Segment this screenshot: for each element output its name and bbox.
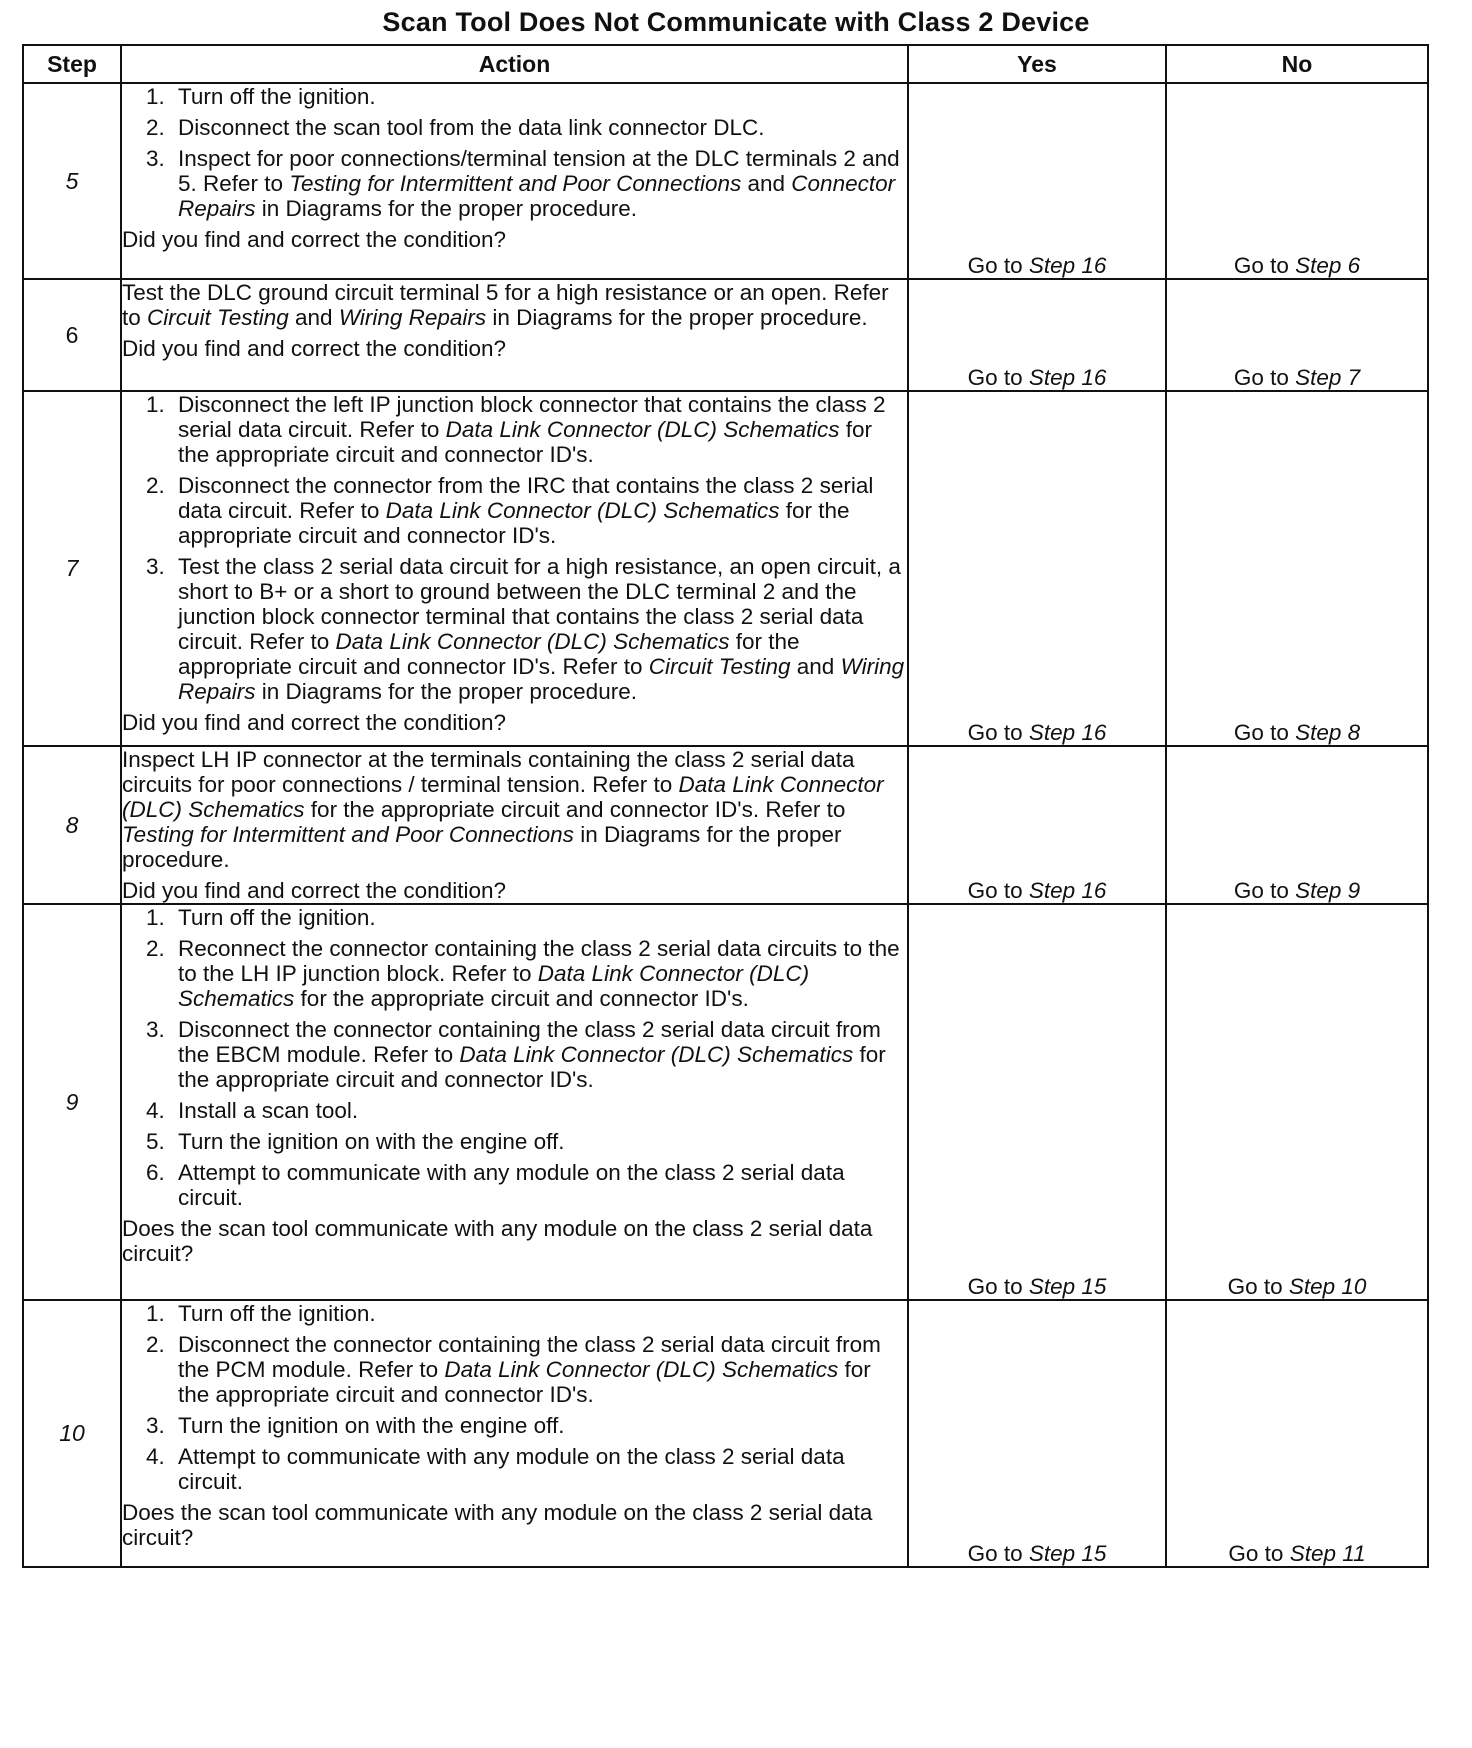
item-number: 4. [146,1444,165,1469]
goto-step-link: Step 6 [1295,253,1361,278]
goto-prefix: Go to [1233,878,1296,903]
item-text [178,905,907,930]
instruction-text: Attempt to communicate with any module on the class 2 serial data circuit. [178,1444,845,1494]
action-list [146,84,907,221]
item-number: 2. [146,115,165,140]
action-list [146,905,907,1210]
instruction-text: Reconnect the connector containing the class 2 serial data circuits to the to the LH IP junction block. Refer to [178,936,900,986]
action-item [146,1017,907,1092]
instruction-text: Turn off the ignition. [178,905,376,930]
goto-prefix: Go to [1227,1274,1289,1299]
no-result [1166,746,1428,904]
instruction-text: Inspect for poor connections/terminal tension at the DLC terminals 2 and 5. Refer to [178,146,900,196]
goto-prefix: Go to [1233,253,1296,278]
action-item [146,1129,907,1154]
goto-step-link: Step 11 [1289,1541,1366,1566]
instruction-text: for the appropriate circuit and connector ID's. [178,1042,886,1092]
instruction-text: for the appropriate circuit and connector ID's. Refer to [178,629,800,679]
instruction-text: Test the DLC ground circuit terminal 5 for a high resistance or an open. Refer to [122,280,889,330]
goto-step-link: Step 7 [1295,365,1361,390]
header-no: No [1166,45,1428,83]
action-cell [121,279,908,391]
item-text [178,1017,907,1092]
reference-text: Circuit Testing [147,305,289,330]
item-text [178,115,907,140]
goto-step-link: Step 16 [1028,365,1107,390]
action-cell [121,83,908,279]
instruction-text: Turn the ignition on with the engine off. [178,1413,565,1438]
reference-text: Wiring Repairs [178,654,905,704]
instruction-text: Install a scan tool. [178,1098,359,1123]
instruction-text: in Diagrams for the proper procedure. [255,679,637,704]
action-item [146,473,907,548]
reference-text: Data Link Connector (DLC) Schematics [459,1042,854,1067]
question-text: Did you find and correct the condition? [122,878,506,903]
reference-text: Data Link Connector (DLC) Schematics [178,961,810,1011]
table-row [23,391,1428,746]
item-text [178,1332,907,1407]
item-number: 5. [146,1129,165,1154]
item-text [178,554,907,704]
reference-text: Data Link Connector (DLC) Schematics [122,772,884,822]
item-number: 3. [146,1017,165,1042]
goto-prefix: Go to [967,365,1029,390]
action-list [146,392,907,704]
instruction-text: Turn the ignition on with the engine off. [178,1129,565,1154]
yes-result [908,391,1166,746]
table-row [23,904,1428,1300]
step-number: 9 [23,904,121,1300]
reference-text: Data Link Connector (DLC) Schematics [444,1357,839,1382]
diagnostic-table [22,44,1429,1568]
table-row [23,83,1428,279]
action-item [146,1444,907,1494]
action-item [146,936,907,1011]
item-number: 3. [146,1413,165,1438]
item-number: 6. [146,1160,165,1185]
instruction-text: in Diagrams for the proper procedure. [486,305,868,330]
item-text [178,1444,907,1494]
reference-text: Data Link Connector (DLC) Schematics [445,417,840,442]
header-yes: Yes [908,45,1166,83]
instruction-text: Disconnect the connector from the IRC that contains the class 2 serial data circuit. Refer to [178,473,874,523]
action-item [146,1098,907,1123]
action-item [146,1160,907,1210]
action-paragraph [122,747,907,872]
goto-prefix: Go to [967,253,1029,278]
no-result [1166,904,1428,1300]
question-text: Did you find and correct the condition? [122,336,506,361]
reference-text: Data Link Connector (DLC) Schematics [335,629,730,654]
instruction-text: for the appropriate circuit and connector ID's. [178,417,873,467]
action-item [146,1332,907,1407]
goto-prefix: Go to [967,720,1029,745]
item-text [178,936,907,1011]
question-text: Does the scan tool communicate with any module on the class 2 serial data circuit? [122,1500,873,1550]
goto-prefix: Go to [967,1274,1029,1299]
item-number: 2. [146,1332,165,1357]
no-result [1166,1300,1428,1567]
goto-step-link: Step 15 [1028,1274,1107,1299]
instruction-text: in Diagrams for the proper procedure. [122,822,842,872]
item-number: 2. [146,473,165,498]
question-text: Did you find and correct the condition? [122,710,506,735]
question-text: Does the scan tool communicate with any module on the class 2 serial data circuit? [122,1216,873,1266]
item-number: 1. [146,905,165,930]
goto-prefix: Go to [967,878,1029,903]
item-text [178,146,907,221]
step-number: 8 [23,746,121,904]
goto-prefix: Go to [967,1541,1029,1566]
action-item [146,1413,907,1438]
instruction-text: Disconnect the connector containing the class 2 serial data circuit from the EBCM module. Refer to [178,1017,881,1067]
no-result [1166,279,1428,391]
instruction-text: Turn off the ignition. [178,84,376,109]
goto-step-link: Step 16 [1028,253,1107,278]
item-number: 1. [146,84,165,109]
instruction-text: Attempt to communicate with any module on the class 2 serial data circuit. [178,1160,845,1210]
yes-result [908,904,1166,1300]
item-text [178,473,907,548]
step-number: 10 [23,1300,121,1567]
goto-prefix: Go to [1228,1541,1290,1566]
step-number: 6 [23,279,121,391]
action-cell [121,746,908,904]
yes-result [908,279,1166,391]
action-cell [121,904,908,1300]
reference-text: Circuit Testing [648,654,791,679]
goto-prefix: Go to [1233,720,1296,745]
item-text [178,1160,907,1210]
item-text [178,1129,907,1154]
yes-result [908,1300,1166,1567]
goto-step-link: Step 9 [1295,878,1361,903]
reference-text: Testing for Intermittent and Poor Connections [122,822,574,847]
instruction-text: Inspect LH IP connector at the terminals containing the class 2 serial data circuits for poor connections / terminal tension. Refer to [122,747,855,797]
instruction-text: Disconnect the connector containing the class 2 serial data circuit from the PCM module. Refer to [178,1332,881,1382]
goto-step-link: Step 16 [1028,878,1107,903]
instruction-text: for the appropriate circuit and connector ID's. Refer to [304,797,846,822]
item-number: 1. [146,1301,165,1326]
instruction-text: and [741,171,792,196]
item-text [178,1413,907,1438]
goto-step-link: Step 8 [1295,720,1361,745]
item-number: 2. [146,936,165,961]
instruction-text: and [288,305,339,330]
item-text [178,1098,907,1123]
no-result [1166,83,1428,279]
instruction-text: in Diagrams for the proper procedure. [255,196,637,221]
action-item [146,1301,907,1326]
table-row [23,746,1428,904]
action-cell [121,391,908,746]
reference-text: Testing for Intermittent and Poor Connections [289,171,742,196]
instruction-text: Disconnect the scan tool from the data link connector DLC. [178,115,765,140]
item-text [178,392,907,467]
instruction-text: and [790,654,841,679]
action-paragraph [122,280,907,330]
action-item [146,554,907,704]
instruction-text: Turn off the ignition. [178,1301,376,1326]
question-text: Did you find and correct the condition? [122,227,506,252]
no-result [1166,391,1428,746]
goto-step-link: Step 16 [1028,720,1107,745]
action-item [146,146,907,221]
instruction-text: for the appropriate circuit and connector ID's. [178,1357,871,1407]
header-row [23,45,1428,83]
reference-text: Wiring Repairs [338,305,487,330]
action-item [146,392,907,467]
item-text [178,1301,907,1326]
step-number: 5 [23,83,121,279]
goto-prefix: Go to [1233,365,1296,390]
item-number: 3. [146,554,165,579]
action-item [146,905,907,930]
action-cell [121,1300,908,1567]
reference-text: Connector Repairs [178,171,896,221]
header-step: Step [23,45,121,83]
instruction-text: Test the class 2 serial data circuit for a high resistance, an open circuit, a short to B+ or a short to ground between the DLC terminal 2 and the junction block connector terminal that contains the class 2 serial data circuit. Refer to [178,554,901,654]
item-number: 4. [146,1098,165,1123]
header-action: Action [121,45,908,83]
action-item [146,115,907,140]
item-number: 1. [146,392,165,417]
table-row [23,279,1428,391]
step-number: 7 [23,391,121,746]
instruction-text: for the appropriate circuit and connector ID's. [178,498,850,548]
instruction-text: Disconnect the left IP junction block connector that contains the class 2 serial data circuit. Refer to [178,392,886,442]
reference-text: Data Link Connector (DLC) Schematics [385,498,780,523]
goto-step-link: Step 10 [1288,1274,1367,1299]
goto-step-link: Step 15 [1028,1541,1107,1566]
action-item [146,84,907,109]
page-title: Scan Tool Does Not Communicate with Class 2 Device [382,7,1090,37]
action-list [146,1301,907,1494]
yes-result [908,746,1166,904]
instruction-text: for the appropriate circuit and connector ID's. [294,986,749,1011]
yes-result [908,83,1166,279]
table-row [23,1300,1428,1567]
item-text [178,84,907,109]
item-number: 3. [146,146,165,171]
